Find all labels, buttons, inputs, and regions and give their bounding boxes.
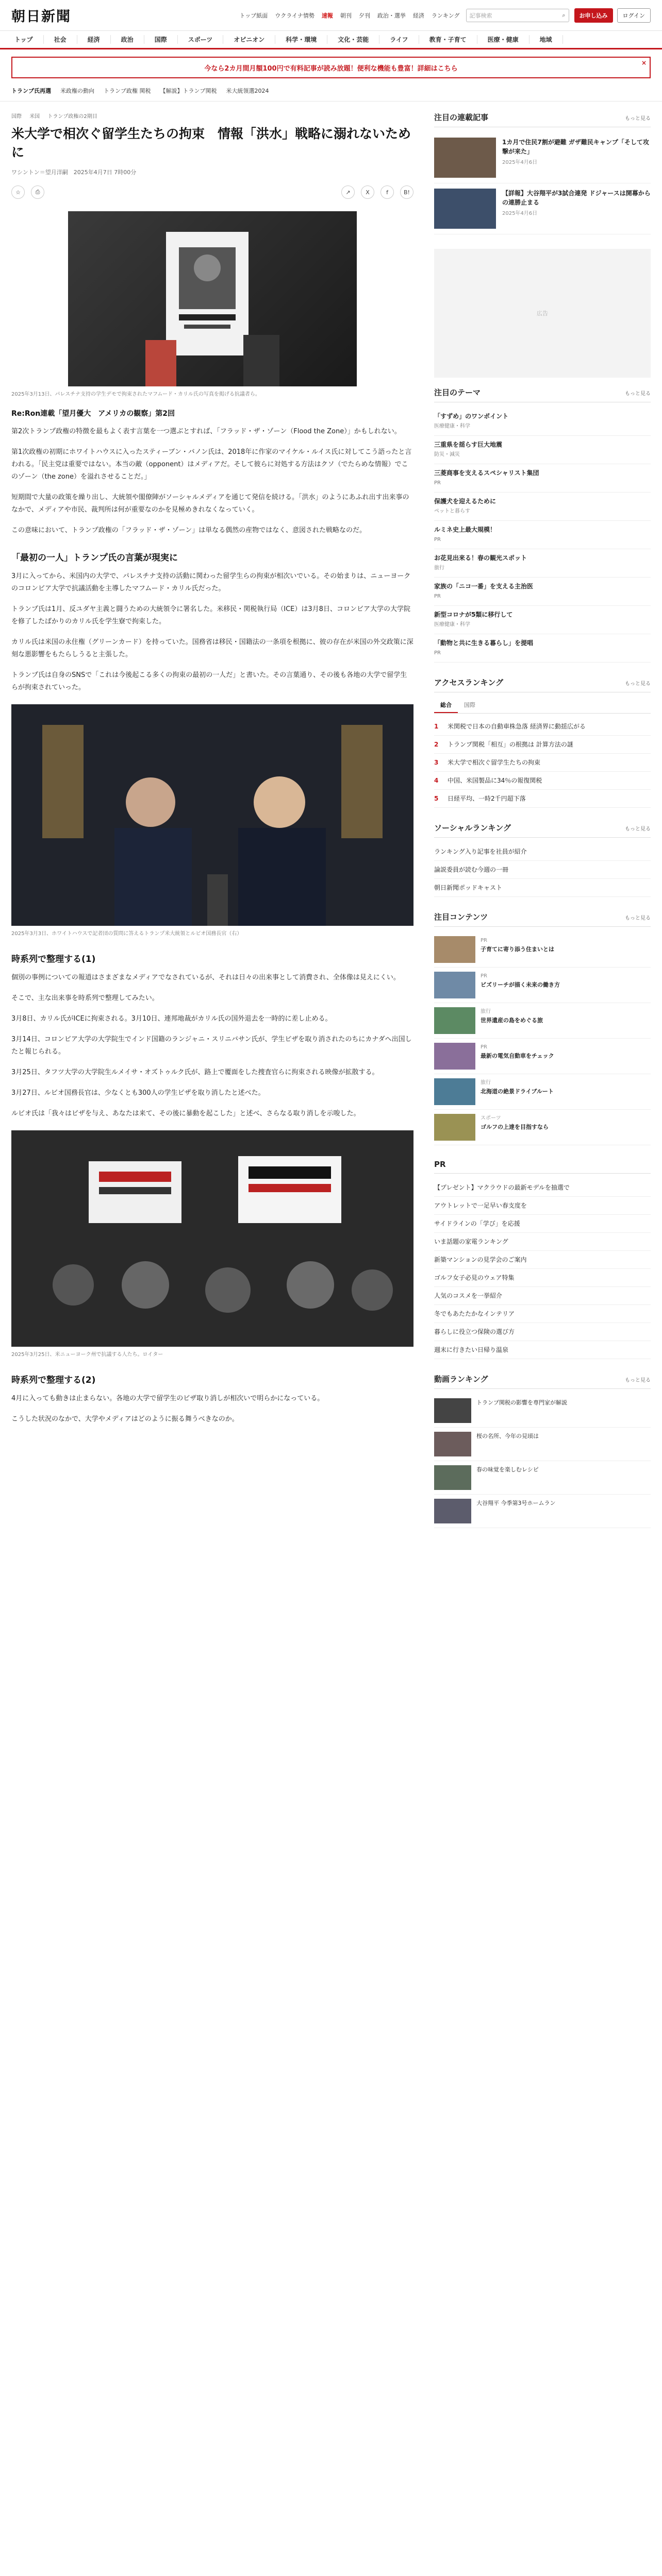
pr-item[interactable]: ゴルフ女子必見のウェア特集 [434, 1269, 651, 1287]
nav-item[interactable]: 社会 [44, 35, 77, 44]
subnav-item[interactable]: 【解説】トランプ関税 [160, 88, 217, 94]
list-item[interactable]: 新型コロナが5類に移行して 医療健康・科学 [434, 606, 651, 634]
paragraph: 4月に入っても動きは止まらない。各地の大学で留学生のビザ取り消しが相次いで明らかになっている。 [11, 1395, 324, 1402]
pickup-item[interactable]: 【詳報】大谷翔平が3試合連発 ドジャースは開幕からの連勝止まる 2025年4月6日 [434, 183, 651, 234]
paragraph: この意味において、トランプ政権の「フラッド・ザ・ゾーン」は単なる偶然の産物ではなく、意図された戦略なのだ。 [11, 527, 366, 534]
search-input[interactable]: 記事検索 ⌕ [466, 9, 569, 22]
top-link[interactable]: ウクライナ情勢 [275, 12, 315, 19]
nav-item[interactable]: 政治 [111, 35, 144, 44]
protest-crowd-graphic [11, 1130, 413, 1347]
bookmark-icon[interactable]: ☆ [11, 185, 25, 199]
nav-item[interactable]: スポーツ [178, 35, 224, 44]
ranking-item[interactable]: 4 中国、米国製品に34％の報復関税 [434, 772, 651, 790]
pickup-item[interactable]: 1カ月で住民7割が避難 ガザ難民キャンプ「そして攻撃が来た」 2025年4月6日 [434, 132, 651, 183]
feature-item[interactable]: スポーツ ゴルフの上達を目指すなら [434, 1110, 651, 1145]
paragraph: 第1次政権の初期にホワイトハウスに入ったスティーブン・バノン氏は、2018年に作家のマイケル・ルイス氏に対してこう語ったと言われる。「民主党は重要ではない。本当の敵（opponent）はメディアだ。そして彼らに対処する方法はクソ（でたらめな情報）でこのゾーン（the zone）を溢れさせることだ。」 [11, 448, 412, 481]
nav-item[interactable]: 教育・子育て [419, 35, 477, 44]
top-link[interactable]: 経済 [412, 12, 424, 19]
video-item[interactable]: 大谷翔平 今季第3号ホームラン [434, 1495, 651, 1528]
pr-item[interactable]: 暮らしに役立つ保険の選び方 [434, 1323, 651, 1341]
sidebar-heading: 動画ランキング もっと見る [434, 1374, 651, 1389]
subnav-item[interactable]: 米大統領選2024 [226, 88, 269, 94]
paragraph: 短期間で大量の政策を繰り出し、大統領や閣僚陣がソーシャルメディアを通じて発信を続ける。「洪水」のようにあふれ出す出来事のなかで、メディアや市民、裁判所は何が重要なのかを見極めきれなくなっていく。 [11, 494, 409, 514]
tab-overall[interactable]: 総合 [434, 698, 458, 713]
more-link[interactable]: もっと見る [625, 116, 651, 122]
paragraph: 3月8日、カリル氏がICEに拘束される。3月10日、連邦地裁がカリル氏の国外退去を一時的に差し止める。 [11, 1015, 332, 1023]
subnav-item[interactable]: トランプ政権 関税 [104, 88, 151, 94]
social-item[interactable]: ランキング入り記事を社員が紹介 [434, 843, 651, 861]
list-item[interactable]: 三重県を揺らす巨大地震 防災・減災 [434, 436, 651, 464]
photo-caption: 2025年3月3日、ホワイトハウスで記者団の質問に答えるトランプ米大統領とルビオ国務長官（右） [11, 931, 242, 937]
hatena-share-icon[interactable]: B! [400, 185, 413, 199]
nav-item[interactable]: 経済 [77, 35, 111, 44]
feature-item[interactable]: PR ビズリーチが描く未来の働き方 [434, 968, 651, 1003]
ranking-item[interactable]: 2 トランプ関税「相互」の根拠は 計算方法の謎 [434, 736, 651, 754]
list-item[interactable]: 三菱商事を支えるスペシャリスト集団 PR [434, 464, 651, 493]
protest-photo-graphic [68, 211, 357, 386]
top-link[interactable]: 朝刊 [340, 12, 352, 19]
more-link[interactable]: もっと見る [625, 681, 651, 687]
top-link[interactable]: 政治・選挙 [377, 12, 406, 19]
tab-international[interactable]: 国際 [464, 702, 475, 708]
signup-button[interactable]: お申し込み [574, 8, 613, 23]
article-photo [68, 211, 357, 386]
x-share-icon[interactable]: X [361, 185, 374, 199]
nav-item[interactable]: 科学・環境 [275, 35, 327, 44]
article-body [11, 426, 413, 694]
nav-item[interactable]: 医療・健康 [477, 35, 529, 44]
nav-item[interactable]: 文化・芸能 [327, 35, 379, 44]
topic-subnav [0, 78, 662, 101]
video-item[interactable]: 春の味覚を楽しむレシピ [434, 1461, 651, 1495]
article-photo [11, 1130, 413, 1347]
pr-item[interactable]: サイドラインの「学び」を応援 [434, 1215, 651, 1233]
paragraph: 3月に入ってから、米国内の大学で、パレスチナ支持の活動に関わった留学生らの拘束が相次いでいる。その始まりは、ニューヨークのコロンビア大学で抗議活動を主導したマフムード・カリル氏だった。 [11, 572, 411, 592]
sidebar-heading: アクセスランキング もっと見る [434, 677, 651, 692]
top-bar [0, 0, 662, 31]
more-link[interactable]: もっと見る [625, 1378, 651, 1383]
paragraph: 3月25日、タフツ大学の大学院生ルメイサ・オズトゥルク氏が、路上で覆面をした捜査官らに拘束される映像が拡散する。 [11, 1069, 379, 1076]
pr-item[interactable]: いま話題の家電ランキング [434, 1233, 651, 1251]
nav-item[interactable]: 国際 [144, 35, 178, 44]
feature-item[interactable]: 旅行 北海道の絶景ドライブルート [434, 1074, 651, 1110]
photo-caption: 2025年3月13日、パレスチナ支持の学生デモで拘束されたマフムード・カリル氏の写真を掲げる抗議者ら。 [11, 392, 260, 397]
top-link[interactable]: トップ紙面 [239, 12, 268, 19]
pr-item[interactable]: アウトレットで一足早い春支度を [434, 1197, 651, 1215]
nav-item[interactable]: 地域 [529, 35, 563, 44]
paragraph: こうした状況のなかで、大学やメディアはどのように振る舞うべきなのか。 [11, 1415, 239, 1423]
paragraph: 個別の事例についての報道はさまざまなメディアでなされているが、それは日々の出来事として消費され、全体像は見えにくい。 [11, 974, 400, 981]
ranking-item[interactable]: 5 日経平均、一時2千円超下落 [434, 790, 651, 808]
more-link[interactable]: もっと見る [625, 391, 651, 397]
article-body [11, 1372, 413, 1426]
pr-item[interactable]: 週末に行きたい日帰り温泉 [434, 1341, 651, 1359]
subnav-item[interactable]: トランプ氏再選 [11, 88, 51, 94]
global-nav [0, 31, 662, 49]
promo-banner[interactable]: 今なら2カ月間月額100円で有料記事が読み放題！便利な機能も豊富！詳細はこちら × [11, 57, 651, 78]
site-logo[interactable]: 朝日新聞 [11, 9, 71, 25]
list-item[interactable]: ルミネ史上最大規模！ PR [434, 521, 651, 549]
ranking-item[interactable]: 3 米大学で相次ぐ留学生たちの拘束 [434, 754, 651, 772]
breadcrumb [11, 112, 413, 120]
feature-item[interactable]: PR 最新の電気自動車をチェック [434, 1039, 651, 1074]
video-item[interactable]: トランプ関税の影響を専門家が解説 [434, 1394, 651, 1428]
facebook-share-icon[interactable]: f [380, 185, 394, 199]
list-item[interactable]: 「すずめ」のワンポイント 医療健康・科学 [434, 408, 651, 436]
nav-item[interactable]: オピニオン [223, 35, 275, 44]
photo-caption: 2025年3月25日、米ニューヨーク州で抗議する人たち。ロイター [11, 1352, 163, 1358]
pr-item[interactable]: 冬でもあたたかなインテリア [434, 1305, 651, 1323]
list-item[interactable]: お花見出来る！春の観光スポット 旅行 [434, 549, 651, 578]
article-byline: ワシントン＝望月洋嗣 2025年4月7日 7時00分 [11, 169, 137, 176]
ranking-item[interactable]: 1 米関税で日本の自動車株急落 経済界に動揺広がる [434, 718, 651, 736]
paragraph: カリル氏は米国の永住権（グリーンカード）を持っていた。国務省は移民・国籍法の一条項を根拠に、彼の存在が米国の外交政策に深刻な悪影響をもたらしうると主張した。 [11, 638, 413, 658]
series-label[interactable]: Re:Ron連載「望月優大 アメリカの観察」第2回 [11, 410, 175, 418]
article-body [11, 952, 413, 1120]
list-item[interactable]: 家族の「ニコ一番」を支える主治医 PR [434, 578, 651, 606]
social-item[interactable]: 論説委員が読む今週の一冊 [434, 861, 651, 879]
ad-slot[interactable]: 広告 [434, 249, 651, 378]
press-photo-graphic [11, 704, 413, 926]
sidebar-heading: ソーシャルランキング もっと見る [434, 822, 651, 838]
more-link[interactable]: もっと見る [625, 826, 651, 832]
login-button[interactable]: ログイン [617, 8, 651, 23]
subnav-item[interactable]: 米政権の動向 [60, 88, 94, 94]
paragraph: 第2次トランプ政権の特徴を最もよく表す言葉を一つ選ぶとすれば、「フラッド・ザ・ゾーン（Flood the Zone）」かもしれない。 [11, 428, 401, 435]
article-main [11, 101, 413, 1543]
pr-item[interactable]: 新築マンションの見学会のご案内 [434, 1251, 651, 1269]
section-heading: 時系列で整理する(1) [11, 954, 96, 964]
paragraph: 3月14日、コロンビア大学の大学院生でインド国籍のランジャニ・スリニバサン氏が、学生ビザを取り消されたのちにカナダへ出国したと報じられる。 [11, 1036, 412, 1056]
top-link[interactable]: ランキング [431, 12, 460, 19]
section-heading: 時系列で整理する(2) [11, 1375, 96, 1385]
list-item[interactable]: 保護犬を迎えるために ペットと暮らす [434, 493, 651, 521]
breadcrumb-item[interactable]: トランプ政権の2期目 [47, 114, 97, 120]
feature-item[interactable]: PR 子育てに寄り添う住まいとは [434, 932, 651, 968]
video-item[interactable]: 桜の名所、今年の見頃は [434, 1428, 651, 1461]
top-links [240, 11, 460, 20]
article-title: 米大学で相次ぐ留学生たちの拘束 情報「洪水」戦略に溺れないために [11, 126, 411, 160]
article-toolbar [11, 185, 413, 199]
sidebar-heading: 注目のテーマ もっと見る [434, 387, 651, 402]
top-link[interactable]: 夕刊 [358, 12, 370, 19]
paragraph: そこで、主な出来事を時系列で整理してみたい。 [11, 994, 159, 1002]
close-icon[interactable]: × [641, 59, 647, 66]
article-photo [11, 704, 413, 926]
section-heading: 「最初の一人」トランプ氏の言葉が現実に [11, 553, 178, 563]
breadcrumb-item[interactable]: 米国 [29, 114, 40, 120]
list-item[interactable]: 「動物と共に生きる暮らし」を提唱 PR [434, 634, 651, 663]
paragraph: 3月27日、ルビオ国務長官は、少なくとも300人の学生ビザを取り消したと述べた。 [11, 1089, 265, 1097]
print-icon[interactable]: ⎙ [31, 185, 44, 199]
paragraph: トランプ氏は自身のSNSで「これは今後起こる多くの拘束の最初の一人だ」と書いた。その言葉通り、その後も各地の大学で留学生らが拘束されていった。 [11, 671, 407, 691]
thumbnail [434, 138, 496, 178]
paragraph: トランプ氏は1月、反ユダヤ主義と闘うための大統領令に署名した。米移民・関税執行局（ICE）は3月8日、コロンビア大学の大学院を修了したばかりのカリル氏を学生寮で拘束した。 [11, 605, 410, 625]
share-icon[interactable]: ↗ [341, 185, 355, 199]
social-item[interactable]: 朝日新聞ポッドキャスト [434, 879, 651, 897]
search-icon[interactable]: ⌕ [562, 11, 566, 19]
more-link[interactable]: もっと見る [625, 916, 651, 921]
feature-item[interactable]: 旅行 世界遺産の島をめぐる旅 [434, 1003, 651, 1039]
sidebar [434, 101, 651, 1543]
breadcrumb-item[interactable]: 国際 [11, 114, 22, 120]
paragraph: ルビオ氏は「我々はビザを与え、あなたは来て、その後に暴動を起こした」と述べ、さらなる取り消しを示唆した。 [11, 1110, 360, 1117]
pr-item[interactable]: 【プレゼント】マクラウドの最新モデルを抽選で [434, 1179, 651, 1197]
nav-item[interactable]: ライフ [379, 35, 419, 44]
top-link[interactable]: 速報 [321, 12, 333, 19]
pr-item[interactable]: 人気のコスメを一挙紹介 [434, 1287, 651, 1305]
sidebar-heading: 注目の連載記事 もっと見る [434, 112, 651, 127]
sidebar-heading: 注目コンテンツ もっと見る [434, 911, 651, 927]
nav-item[interactable]: トップ [11, 35, 44, 44]
sidebar-heading: PR [434, 1160, 651, 1174]
thumbnail [434, 189, 496, 229]
